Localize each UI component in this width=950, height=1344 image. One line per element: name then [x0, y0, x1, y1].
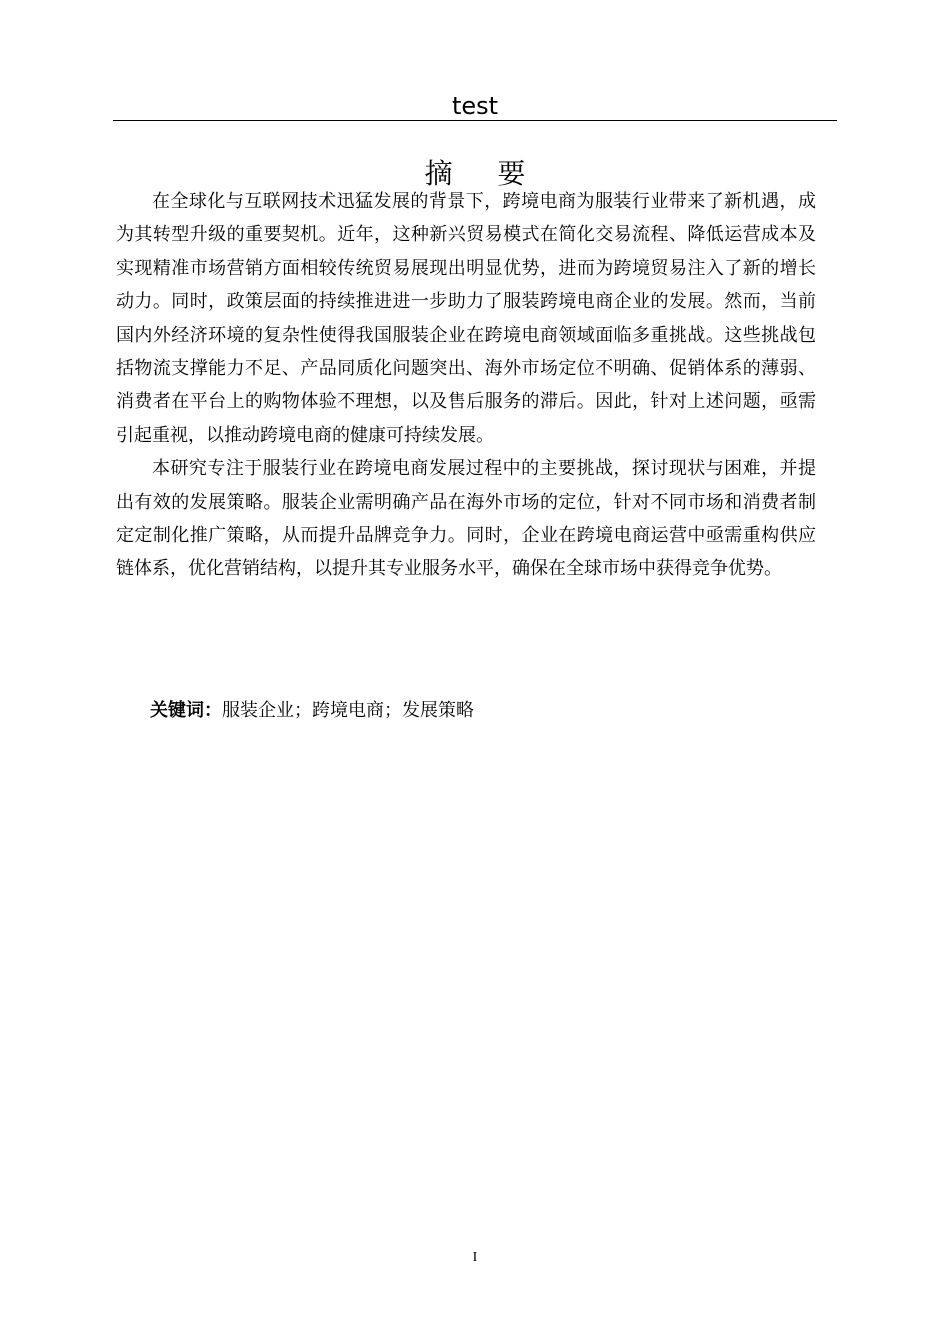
header-divider: [113, 120, 837, 121]
abstract-body: [116, 185, 816, 586]
abstract-paragraph-1: 在全球化与互联网技术迅猛发展的背景下，跨境电商为服装行业带来了新机遇，成为其转型升级的重要契机。近年，这种新兴贸易模式在简化交易流程、降低运营成本及实现精准市场营销方面相较传统贸易展现出明显优势，进而为跨境贸易注入了新的增长动力。同时，政策层面的持续推进进一步助力了服装跨境电商企业的发展。然而，当前国内外经济环境的复杂性使得我国服装企业在跨境电商领域面临多重挑战。这些挑战包括物流支撑能力不足、产品同质化问题突出、海外市场定位不明确、促销体系的薄弱、消费者在平台上的购物体验不理想，以及售后服务的滞后。因此，针对上述问题，亟需引起重视，以推动跨境电商的健康可持续发展。: [116, 191, 816, 446]
page-number: I: [472, 1250, 478, 1265]
running-header: test: [451, 92, 499, 120]
keywords-value: 服装企业；跨境电商；发展策略: [222, 700, 474, 721]
keywords-label: 关键词：: [150, 700, 222, 721]
abstract-title: 摘要: [424, 157, 571, 190]
abstract-paragraph-2: 本研究专注于服装行业在跨境电商发展过程中的主要挑战，探讨现状与困难，并提出有效的发展策略。服装企业需明确产品在海外市场的定位，针对不同市场和消费者制定定制化推广策略，从而提升品牌竞争力。同时，企业在跨境电商运营中亟需重构供应链体系，优化营销结构，以提升其专业服务水平，确保在全球市场中获得竞争优势。: [116, 458, 816, 580]
keywords-line: [150, 696, 474, 726]
